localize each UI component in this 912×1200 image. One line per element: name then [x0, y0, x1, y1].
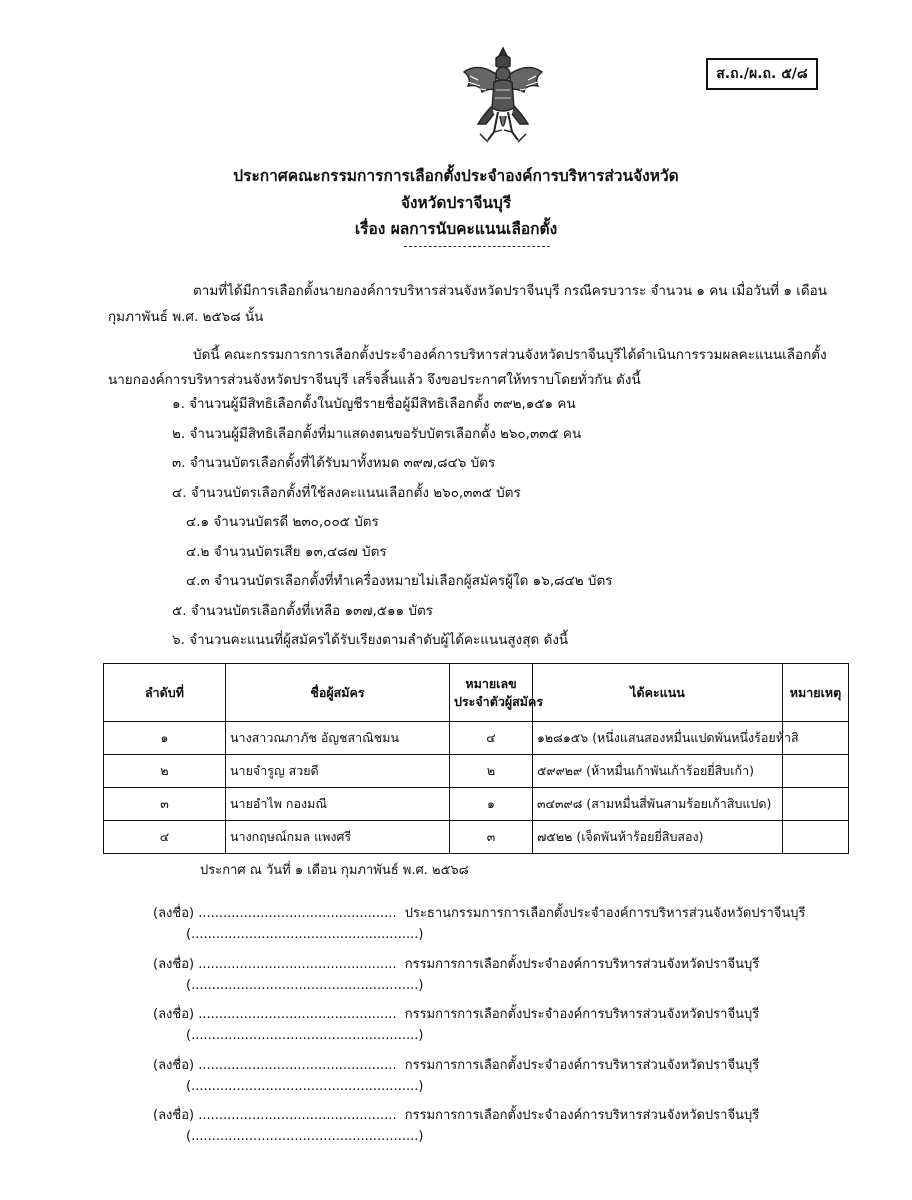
intro-paragraph-cont: กุมภาพันธ์ พ.ศ. ๒๕๖๘ นั้น — [108, 309, 264, 325]
table-header-row — [104, 664, 849, 722]
cell-remark — [783, 788, 849, 821]
table-row — [104, 722, 849, 755]
signature-field: (ลงชื่อ) ................................................ — [153, 1108, 397, 1123]
header-rank: ลำดับที่ — [104, 664, 226, 722]
cell-score: ๗๕๒๒ (เจ็ดพันห้าร้อยยี่สิบสอง) — [533, 821, 783, 854]
form-code-box: ส.ถ./ผ.ถ. ๕/๘ — [706, 58, 818, 90]
sub-list-item: ๔.๑ จำนวนบัตรดี ๒๓๐,๐๐๕ บัตร — [186, 514, 379, 530]
cell-name: นายจำรูญ สวยดี — [226, 755, 450, 788]
announce-paragraph-cont: นายกองค์การบริหารส่วนจังหวัดปราจีนบุรี เสร็จสิ้นแล้ว จึงขอประกาศให้ทราบโดยทั่วกัน ดังนี้ — [108, 372, 641, 388]
signature-line — [153, 1104, 759, 1125]
signature-field: (ลงชื่อ) ................................................ — [153, 906, 397, 921]
cell-remark — [783, 821, 849, 854]
announce-paragraph: บัดนี้ คณะกรรมการการเลือกตั้งประจำองค์การบริหารส่วนจังหวัดปราจีนบุรีได้ดำเนินการรวมผลคะแนนเลือกตั้ง — [193, 347, 827, 363]
list-item: ๓. จำนวนบัตรเลือกตั้งที่ได้รับมาทั้งหมด ๓๙๗,๘๔๖ บัตร — [172, 455, 496, 471]
cell-rank: ๔ — [104, 821, 226, 854]
cell-name: นางสาวณภาภัช อัญชสาณิชมน — [226, 722, 450, 755]
announcement-title: ประกาศคณะกรรมการการเลือกตั้งประจำองค์การบริหารส่วนจังหวัด — [233, 167, 679, 185]
list-item: ๒. จำนวนผู้มีสิทธิเลือกตั้งที่มาแสดงตนขอรับบัตรเลือกตั้ง ๒๖๐,๓๓๕ คน — [172, 426, 582, 442]
cell-remark — [783, 755, 849, 788]
table-row — [104, 821, 849, 854]
header-remark: หมายเหตุ — [783, 664, 849, 722]
cell-number: ๓ — [450, 821, 533, 854]
cell-score: ๓๔๓๙๘ (สามหมื่นสี่พันสามร้อยเก้าสิบแปด) — [533, 788, 783, 821]
cell-score: ๑๒๘๑๕๖ (หนึ่งแสนสองหมื่นแปดพันหนึ่งร้อยห้าสิ — [533, 722, 783, 755]
garuda-emblem-icon — [458, 44, 548, 146]
title-divider — [404, 246, 550, 247]
list-item: ๖. จำนวนคะแนนที่ผู้สมัครได้รับเรียงตามลำดับผู้ได้คะแนนสูงสุด ดังนี้ — [172, 632, 569, 648]
signatory-position: กรรมการการเลือกตั้งประจำองค์การบริหารส่วนจังหวัดปราจีนบุรี — [404, 1058, 760, 1073]
signature-line — [153, 953, 759, 974]
signatory-position: กรรมการการเลือกตั้งประจำองค์การบริหารส่วนจังหวัดปราจีนบุรี — [404, 1108, 760, 1123]
signature-line — [153, 1054, 759, 1075]
signature-line — [153, 1003, 759, 1024]
signatory-name-field: (.......................................................) — [186, 927, 424, 942]
list-item: ๕. จำนวนบัตรเลือกตั้งที่เหลือ ๑๓๗,๕๑๑ บัตร — [172, 603, 434, 619]
table-row — [104, 788, 849, 821]
header-candidate-number — [450, 664, 544, 722]
signatory-name-field: (.......................................................) — [186, 978, 424, 993]
cell-number: ๑ — [450, 788, 533, 821]
cell-number: ๒ — [450, 755, 533, 788]
sub-list-item: ๔.๒ จำนวนบัตรเสีย ๑๓,๔๘๗ บัตร — [186, 544, 387, 560]
list-item: ๑. จำนวนผู้มีสิทธิเลือกตั้งในบัญชีรายชื่อผู้มีสิทธิเลือกตั้ง ๓๙๒,๑๕๑ คน — [172, 396, 576, 412]
cell-rank: ๒ — [104, 755, 226, 788]
signatory-position: กรรมการการเลือกตั้งประจำองค์การบริหารส่วนจังหวัดปราจีนบุรี — [404, 1007, 760, 1022]
signature-field: (ลงชื่อ) ................................................ — [153, 1007, 397, 1022]
results-table — [103, 663, 849, 854]
signatory-name-field: (.......................................................) — [186, 1079, 424, 1094]
cell-name: นายอำไพ กองมณี — [226, 788, 450, 821]
signature-line — [153, 902, 806, 923]
subject-line: เรื่อง ผลการนับคะแนนเลือกตั้ง — [354, 220, 558, 238]
list-item: ๔. จำนวนบัตรเลือกตั้งที่ใช้ลงคะแนนเลือกตั้ง ๒๖๐,๓๓๕ บัตร — [172, 485, 521, 501]
sub-list-item: ๔.๓ จำนวนบัตรเลือกตั้งที่ทำเครื่องหมายไม่เลือกผู้สมัครผู้ใด ๑๖,๘๔๒ บัตร — [186, 573, 613, 589]
province-title: จังหวัดปราจีนบุรี — [400, 194, 512, 212]
signature-field: (ลงชื่อ) ................................................ — [153, 957, 397, 972]
cell-rank: ๑ — [104, 722, 226, 755]
announced-date: ประกาศ ณ วันที่ ๑ เดือน กุมภาพันธ์ พ.ศ. ๒๕๖๘ — [200, 863, 469, 878]
signatory-name-field: (.......................................................) — [186, 1028, 424, 1043]
signature-field: (ลงชื่อ) ................................................ — [153, 1058, 397, 1073]
header-name: ชื่อผู้สมัคร — [226, 664, 450, 722]
cell-score: ๕๙๙๒๙ (ห้าหมื่นเก้าพันเก้าร้อยยี่สิบเก้า) — [533, 755, 783, 788]
header-number-line2: ประจำตัวผู้สมัคร — [454, 693, 544, 709]
signatory-name-field: (.......................................................) — [186, 1129, 424, 1144]
header-score: ได้คะแนน — [533, 664, 783, 722]
signatory-position: กรรมการการเลือกตั้งประจำองค์การบริหารส่วนจังหวัดปราจีนบุรี — [404, 957, 760, 972]
signatory-position: ประธานกรรมการการเลือกตั้งประจำองค์การบริหารส่วนจังหวัดปราจีนบุรี — [404, 906, 806, 921]
cell-number: ๔ — [450, 722, 533, 755]
cell-rank: ๓ — [104, 788, 226, 821]
table-row — [104, 755, 849, 788]
intro-paragraph: ตามที่ได้มีการเลือกตั้งนายกองค์การบริหารส่วนจังหวัดปราจีนบุรี กรณีครบวาระ จำนวน ๑ คน เมื่อวันที่ ๑ เดือน — [193, 283, 827, 299]
header-number-line1: หมายเลข — [465, 675, 517, 691]
cell-name: นางกฤษณ์กมล แพงศรี — [226, 821, 450, 854]
